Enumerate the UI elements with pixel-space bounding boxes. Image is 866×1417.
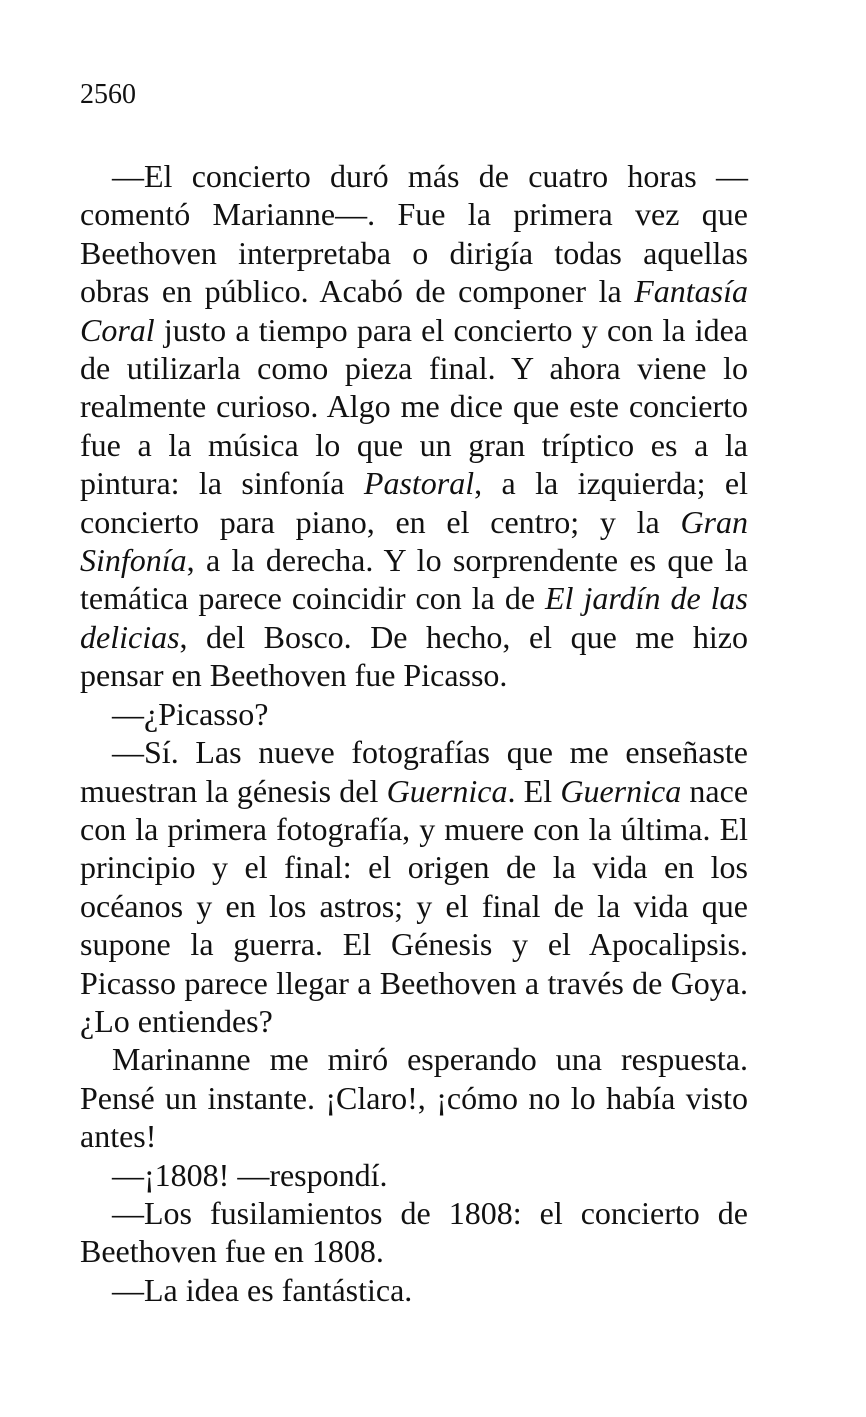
- text-run: justo a tiempo para el concierto y con la idea de utilizarla como pieza final. Y ahora viene lo realmente curioso. Algo me dice que este concierto fue a la música lo que un gran tríptico es a la pintura: la sinfonía: [80, 311, 748, 502]
- page-number: 2560: [80, 79, 136, 110]
- italic-title: Pastoral: [363, 465, 475, 502]
- paragraph: [80, 1156, 748, 1194]
- paragraph: [80, 1040, 748, 1155]
- text-run: . El: [507, 772, 561, 809]
- italic-title: Guernica: [560, 772, 682, 809]
- paragraph: [80, 1194, 748, 1271]
- text-run: —El concierto duró más de cuatro horas —comentó Marianne—. Fue la primera vez que Beethoven interpretaba o dirigía todas aquellas obras en público. Acabó de componer la: [80, 158, 748, 310]
- italic-title: Guernica: [386, 772, 508, 809]
- text-run: —La idea es fantástica.: [112, 1271, 413, 1308]
- text-run: Marinanne me miró esperando una respuesta. Pensé un instante. ¡Claro!, ¡cómo no lo había visto antes!: [80, 1041, 748, 1155]
- page-text: [80, 157, 748, 1309]
- paragraph: [80, 157, 748, 695]
- text-run: , a la izquierda; el concierto para piano, en el centro; y la: [80, 465, 749, 540]
- italic-title: Fantasía Coral: [80, 273, 748, 348]
- text-run: , del Bosco. De hecho, el que me hizo pensar en Beethoven fue Picasso.: [80, 618, 748, 694]
- text-run: nace con la primera fotografía, y muere con la última. El principio y el final: el origen de la vida en los océanos y en los astros; y el final de la vida que supone la guerra. El Génesis y el Apocalipsis. Picasso parece llegar a Beethoven a través de Goya. ¿Lo entiendes?: [80, 772, 749, 1039]
- text-run: —Sí. Las nueve fotografías que me enseñaste muestran la génesis del: [80, 734, 748, 809]
- italic-title: Gran Sinfonía: [80, 503, 748, 579]
- text-run: —¡1808! —respondí.: [112, 1156, 388, 1193]
- text-run: —Los fusilamientos de 1808: el concierto de Beethoven fue en 1808.: [80, 1194, 748, 1270]
- italic-title: El jardín de las delicias: [80, 580, 749, 655]
- paragraph: [80, 733, 748, 1040]
- paragraph: [80, 1271, 748, 1309]
- text-run: —¿Picasso?: [112, 695, 269, 732]
- paragraph: [80, 695, 748, 733]
- text-run: , a la derecha. Y lo sorprendente es que la temática parece coincidir con la de: [80, 542, 748, 617]
